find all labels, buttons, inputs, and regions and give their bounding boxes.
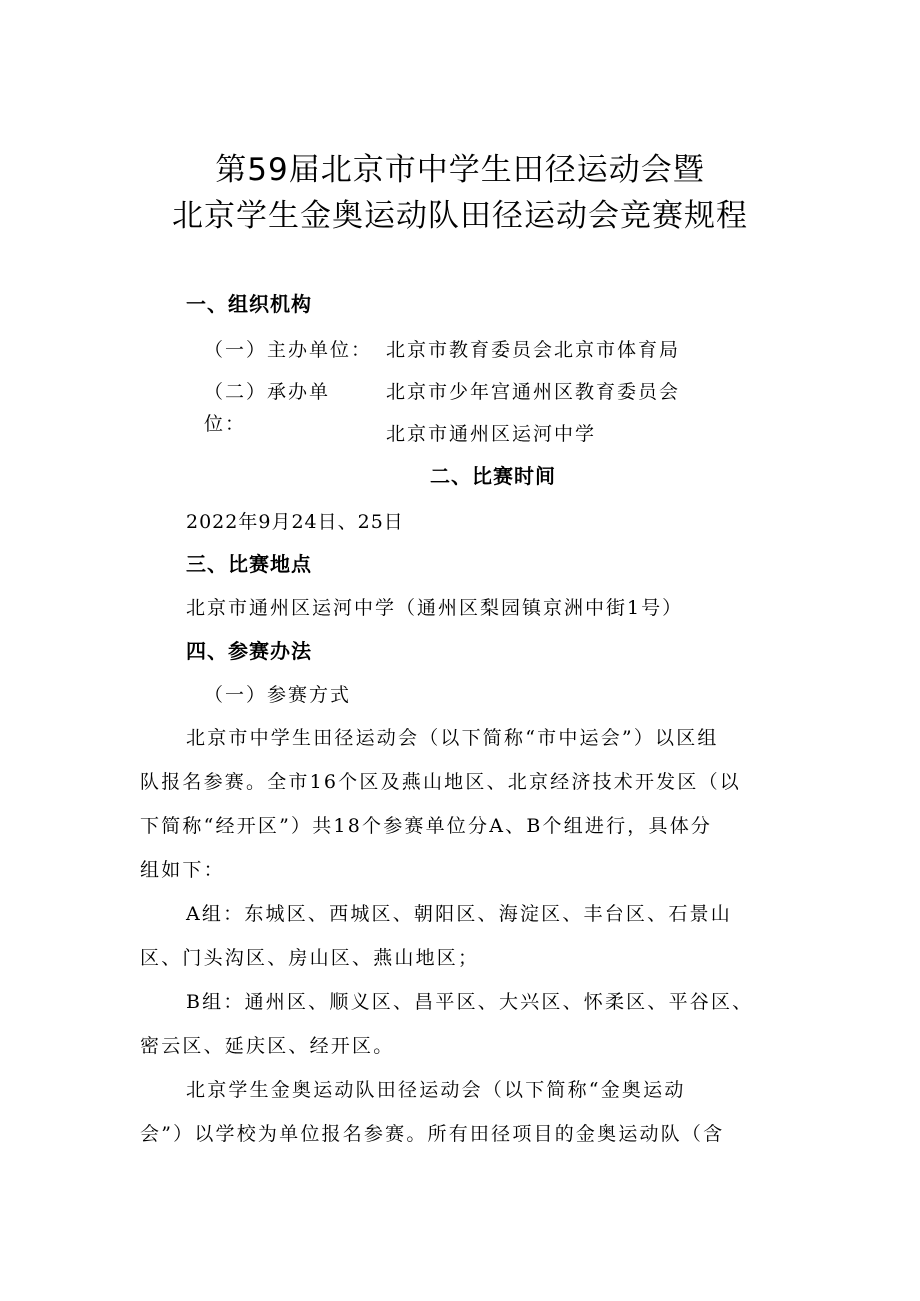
section-heading-time: 二、比赛时间 bbox=[430, 464, 556, 488]
paragraph-line: 北京学生金奥运动队田径运动会（以下简称“金奥运动 bbox=[186, 1079, 686, 1101]
subheading-participation-method: （一）参赛方式 bbox=[204, 684, 352, 706]
host-label: （一）主办单位： bbox=[204, 339, 373, 361]
group-b-line: 密云区、延庆区、经开区。 bbox=[140, 1035, 395, 1057]
section-heading-venue: 三、比赛地点 bbox=[186, 552, 312, 576]
paragraph-line: 北京市中学生田径运动会（以下简称“市中运会”）以区组 bbox=[186, 727, 719, 749]
document-title-line-2: 北京学生金奥运动队田径运动会竞赛规程 bbox=[172, 198, 748, 234]
group-a-line: 区、门头沟区、房山区、燕山地区； bbox=[140, 947, 480, 969]
group-b-line: B组：通州区、顺义区、昌平区、大兴区、怀柔区、平谷区、 bbox=[186, 991, 754, 1013]
competition-date: 2022年9月24日、25日 bbox=[186, 511, 404, 533]
venue-text: 北京市通州区运河中学（通州区梨园镇京洲中街1号） bbox=[186, 597, 684, 619]
paragraph-line: 队报名参赛。全市16个区及燕山地区、北京经济技术开发区（以 bbox=[140, 771, 741, 793]
paragraph-line: 下简称“经开区”）共18个参赛单位分A、B个组进行，具体分 bbox=[140, 815, 713, 837]
section-heading-organization: 一、组织机构 bbox=[186, 292, 312, 316]
document-title-line-1: 第59届北京市中学生田径运动会暨 bbox=[215, 152, 705, 188]
organizer-label-line-2: 位： bbox=[204, 413, 247, 435]
organizer-value-line-1: 北京市少年宫通州区教育委员会 bbox=[386, 381, 681, 403]
paragraph-line: 组如下： bbox=[140, 859, 225, 881]
organizer-label-line-1: （二）承办单 bbox=[204, 381, 331, 403]
group-a-line: A组：东城区、西城区、朝阳区、海淀区、丰台区、石景山 bbox=[186, 903, 732, 925]
organizer-value-line-2: 北京市通州区运河中学 bbox=[386, 423, 597, 445]
section-heading-participation: 四、参赛办法 bbox=[186, 639, 312, 663]
host-value: 北京市教育委员会北京市体育局 bbox=[386, 339, 681, 361]
paragraph-line: 会”）以学校为单位报名参赛。所有田径项目的金奥运动队（含 bbox=[140, 1123, 725, 1145]
